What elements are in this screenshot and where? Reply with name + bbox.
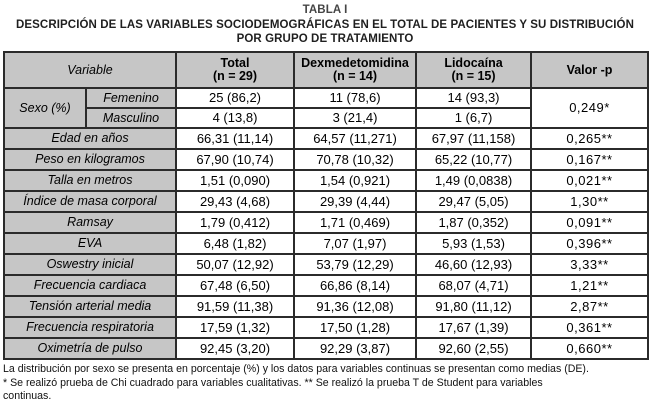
value-cell: 92,29 (3,87) (294, 338, 416, 359)
variable-label: Peso en kilogramos (4, 149, 176, 170)
table-row-eva (4, 233, 648, 254)
variable-label: Tensión arterial media (4, 296, 176, 317)
variable-label: Oswestry inicial (4, 254, 176, 275)
col-header-p-value: Valor -p (531, 52, 648, 88)
value-cell: 5,93 (1,53) (416, 233, 531, 254)
value-cell: 1,79 (0,412) (176, 212, 294, 233)
value-cell: 1,49 (0,0838) (416, 170, 531, 191)
table-row-imc (4, 191, 648, 212)
table-row-sexo-femenino (4, 88, 648, 108)
value-cell: 17,67 (1,39) (416, 317, 531, 338)
table-row-talla (4, 170, 648, 191)
variable-label: Talla en metros (4, 170, 176, 191)
value-cell: 17,50 (1,28) (294, 317, 416, 338)
p-value-cell-sexo: 0,249* (531, 88, 648, 128)
table-row-ramsay (4, 212, 648, 233)
variable-label: Índice de masa corporal (4, 191, 176, 212)
p-value-cell: 0,361** (531, 317, 648, 338)
col-header-lido-label: Lidocaína (444, 56, 503, 71)
footnote-line-3: continuas. (3, 389, 52, 402)
variable-label: Frecuencia respiratoria (4, 317, 176, 338)
p-value-cell: 0,396** (531, 233, 648, 254)
value-cell: 1,54 (0,921) (294, 170, 416, 191)
col-header-dexmedetomidina (294, 52, 416, 88)
variable-label: Edad en años (4, 128, 176, 149)
col-header-total-n: (n = 29) (212, 69, 258, 84)
value-cell: 91,80 (11,12) (416, 296, 531, 317)
value-cell: 50,07 (12,92) (176, 254, 294, 275)
col-header-variable: Variable (4, 52, 176, 88)
variable-label-sexo: Sexo (%) (4, 88, 86, 128)
col-header-total-label: Total (220, 56, 250, 71)
footnote (0, 360, 650, 403)
p-value-cell: 1,30** (531, 191, 648, 212)
footnote-line-2: * Se realizó prueba de Chi cuadrado para variables cualitativas. ** Se realizó la prueba T de Student para variables (3, 376, 543, 389)
value-cell: 29,47 (5,05) (416, 191, 531, 212)
p-value-cell: 0,660** (531, 338, 648, 359)
variable-label: Ramsay (4, 212, 176, 233)
p-value-cell: 1,21** (531, 275, 648, 296)
value-cell: 67,48 (6,50) (176, 275, 294, 296)
table-row-tension-arterial (4, 296, 648, 317)
table-title-line1: DESCRIPCIÓN DE LAS VARIABLES SOCIODEMOGRÁFICAS EN EL TOTAL DE PACIENTES Y SU DISTRIBUCIÓN (15, 18, 635, 31)
value-cell: 25 (86,2) (176, 88, 294, 108)
variable-label: EVA (4, 233, 176, 254)
col-header-dex-label: Dexmedetomidina (301, 56, 409, 71)
table-number: TABLA I (302, 4, 348, 16)
value-cell: 1 (6,7) (416, 108, 531, 128)
p-value-cell: 0,265** (531, 128, 648, 149)
value-cell: 67,97 (11,158) (416, 128, 531, 149)
value-cell: 53,79 (12,29) (294, 254, 416, 275)
table-row-oximetria (4, 338, 648, 359)
p-value-cell: 3,33** (531, 254, 648, 275)
value-cell: 91,36 (12,08) (294, 296, 416, 317)
table-row-edad (4, 128, 648, 149)
col-header-dex-n: (n = 14) (332, 69, 378, 84)
col-header-lido-n: (n = 15) (451, 69, 496, 84)
sociodemographic-table (3, 51, 649, 360)
value-cell: 65,22 (10,77) (416, 149, 531, 170)
table-caption (0, 0, 650, 47)
value-cell: 3 (21,4) (294, 108, 416, 128)
value-cell: 14 (93,3) (416, 88, 531, 108)
table-row-frecuencia-respiratoria (4, 317, 648, 338)
p-value-cell: 2,87** (531, 296, 648, 317)
value-cell: 92,60 (2,55) (416, 338, 531, 359)
table-row-oswestry (4, 254, 648, 275)
sub-label-masculino: Masculino (86, 108, 176, 128)
value-cell: 1,71 (0,469) (294, 212, 416, 233)
value-cell: 70,78 (10,32) (294, 149, 416, 170)
value-cell: 68,07 (4,71) (416, 275, 531, 296)
value-cell: 64,57 (11,271) (294, 128, 416, 149)
p-value-cell: 0,091** (531, 212, 648, 233)
variable-label: Frecuencia cardiaca (4, 275, 176, 296)
col-header-total (176, 52, 294, 88)
col-header-lidocaina (416, 52, 531, 88)
value-cell: 1,87 (0,352) (416, 212, 531, 233)
p-value-cell: 0,021** (531, 170, 648, 191)
table-row-frecuencia-cardiaca (4, 275, 648, 296)
value-cell: 46,60 (12,93) (416, 254, 531, 275)
value-cell: 66,86 (8,14) (294, 275, 416, 296)
value-cell: 6,48 (1,82) (176, 233, 294, 254)
sub-label-femenino: Femenino (86, 88, 176, 108)
value-cell: 29,43 (4,68) (176, 191, 294, 212)
table-row-peso (4, 149, 648, 170)
footnote-line-1: La distribución por sexo se presenta en porcentaje (%) y los datos para variables continuas se presentan como medias (DE). (3, 363, 589, 376)
value-cell: 91,59 (11,38) (176, 296, 294, 317)
header-row (4, 52, 648, 88)
value-cell: 11 (78,6) (294, 88, 416, 108)
value-cell: 92,45 (3,20) (176, 338, 294, 359)
value-cell: 66,31 (11,14) (176, 128, 294, 149)
value-cell: 7,07 (1,97) (294, 233, 416, 254)
p-value-cell: 0,167** (531, 149, 648, 170)
value-cell: 4 (13,8) (176, 108, 294, 128)
table-title-line2: POR GRUPO DE TRATAMIENTO (236, 33, 414, 46)
value-cell: 29,39 (4,44) (294, 191, 416, 212)
value-cell: 17,59 (1,32) (176, 317, 294, 338)
variable-label: Oximetría de pulso (4, 338, 176, 359)
value-cell: 1,51 (0,090) (176, 170, 294, 191)
value-cell: 67,90 (10,74) (176, 149, 294, 170)
